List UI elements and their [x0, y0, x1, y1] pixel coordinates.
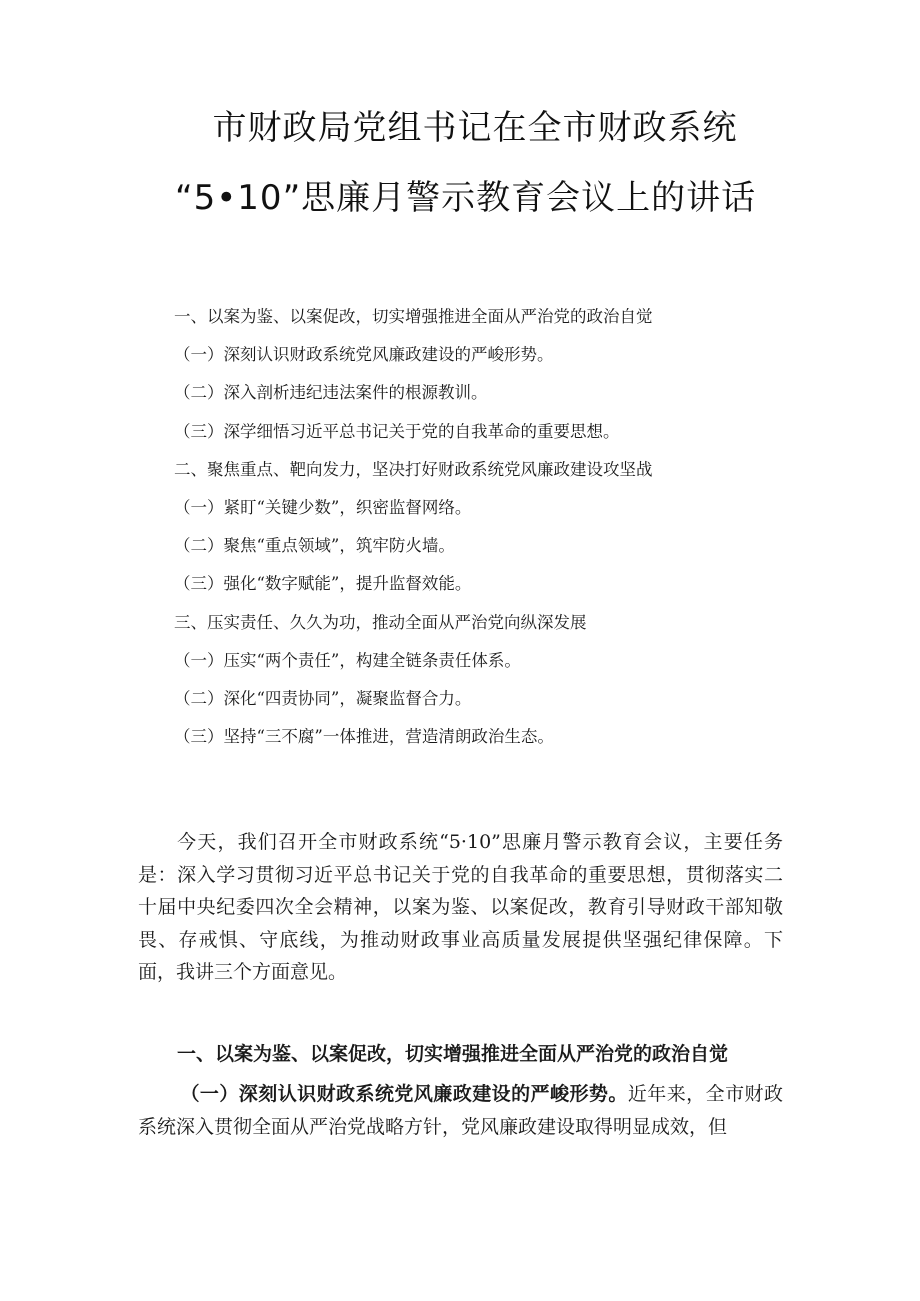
outline-item: （一）紧盯“关键少数”，织密监督网络。: [174, 497, 472, 517]
outline-item: （一）压实“两个责任”，构建全链条责任体系。: [174, 650, 521, 670]
outline-item: 一、以案为鉴、以案促改，切实增强推进全面从严治党的政治自觉: [174, 307, 653, 326]
outline-item: （三）坚持“三不腐”一体推进，营造清朗政治生态。: [174, 727, 554, 747]
outline-item: （三）强化“数字赋能”，提升监督效能。: [174, 574, 472, 594]
intro-paragraph: [138, 826, 783, 989]
section-1-heading: 一、以案为鉴、以案促改，切实增强推进全面从严治党的政治自觉: [177, 1043, 729, 1065]
outline-item: （三）深学细悟习近平总书记关于党的自我革命的重要思想。: [174, 421, 620, 441]
section-1-paragraph-text: 近年来，全市财政系统深入贯彻全面从严治党战略方针，党风廉政建设取得明显成效，但: [138, 1083, 783, 1138]
section-1-subheading: （一）深刻认识财政系统党风廉政建设的严峻形势。: [180, 1083, 628, 1105]
outline-item: 二、聚焦重点、靶向发力，坚决打好财政系统党风廉政建设攻坚战: [174, 459, 653, 479]
outline-item: （一）深刻认识财政系统党风廉政建设的严峻形势。: [174, 345, 554, 365]
outline-item: （二）深入剖析违纪违法案件的根源教训。: [174, 383, 488, 403]
intro-paragraph-text: 今天，我们召开全市财政系统“5·10”思廉月警示教育会议，主要任务是：深入学习贯彻习近平总书记关于党的自我革命的重要思想，贯彻落实二十届中央纪委四次全会精神，以案为鉴、以案促改，教育引导财政干部知敬畏、存戒惧、守底线，为推动财政事业高质量发展提供坚强纪律保障。下面，我讲三个方面意见。: [138, 831, 783, 983]
outline-item: 三、压实责任、久久为功，推动全面从严治党向纵深发展: [174, 612, 587, 632]
outline-item: （二）聚焦“重点领域”，筑牢防火墙。: [174, 536, 455, 556]
outline-list: [174, 303, 653, 761]
section-1-paragraph: [138, 1078, 783, 1143]
outline-item: （二）深化“四责协同”，凝聚监督合力。: [174, 688, 472, 708]
document-title-line-1: 市财政局党组书记在全市财政系统: [212, 108, 738, 148]
document-title-line-2: “5•10”思廉月警示教育会议上的讲话: [175, 178, 757, 218]
